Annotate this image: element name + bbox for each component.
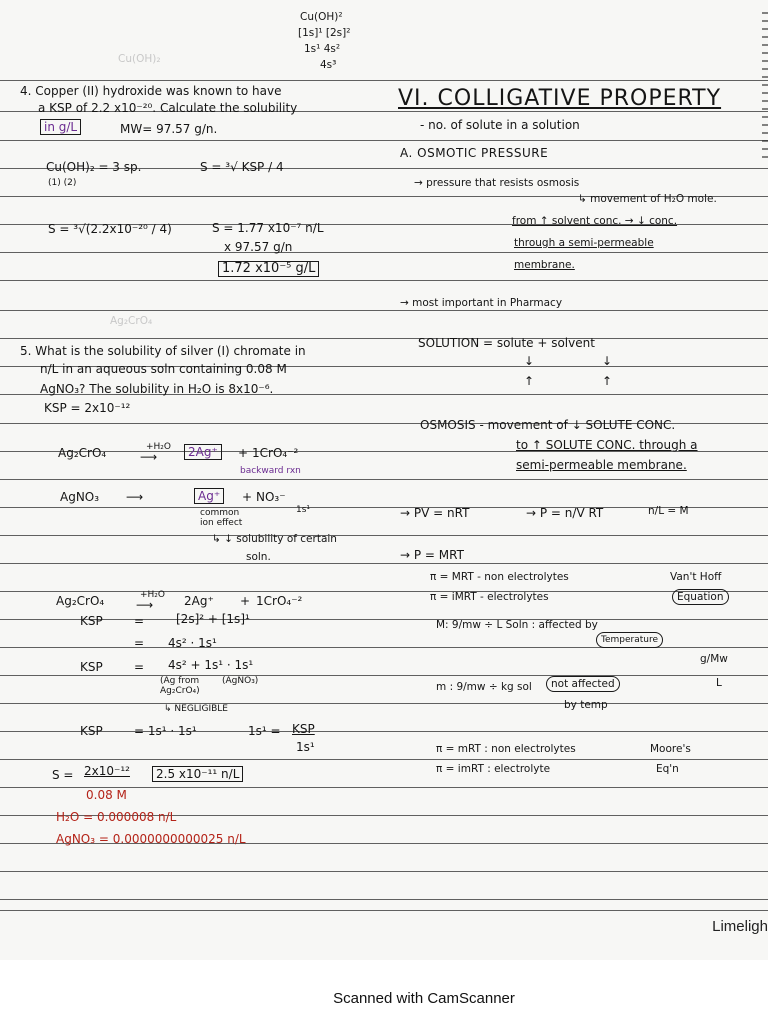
p4-result-mol: S = 1.77 x10⁻⁷ n/L <box>212 221 324 235</box>
ruled-line <box>0 535 768 536</box>
molarity-line: M: 9/mw ÷ L Soln : affected by <box>436 619 598 631</box>
r2-note: soln. <box>246 551 271 563</box>
ruled-line <box>0 280 768 281</box>
solution-line: SOLUTION = solute + solvent <box>418 336 595 350</box>
ruled-line <box>0 338 768 339</box>
pressure-line: π = MRT - non electrolytes <box>430 571 569 583</box>
r1-arrow-label: +H₂O <box>146 442 172 452</box>
r3-arrow-label: +H₂O <box>140 590 166 600</box>
ruled-line <box>0 80 768 81</box>
right-line: ↳ movement of H₂O mole. <box>578 193 717 205</box>
ruled-line <box>0 140 768 141</box>
ruled-line <box>0 310 768 311</box>
p4-dissociation-sub: (1) (2) <box>48 178 77 188</box>
r3-line5-rhs: 1s¹ = <box>248 724 281 738</box>
r3-line2: 4s² · 1s¹ <box>168 636 217 650</box>
p4-mw: MW= 97.57 g/n. <box>120 122 218 136</box>
r1-reactant: Ag₂CrO₄ <box>58 446 107 460</box>
r3-ksp-label: KSP <box>80 724 103 738</box>
final-answer-box: 2.5 x10⁻¹¹ n/L <box>152 766 243 782</box>
p4-dissociation: Cu(OH)₂ = 3 sp. <box>46 160 142 174</box>
ruled-line <box>0 703 768 704</box>
r2-note: ion effect <box>200 518 243 528</box>
vant-hoff-label: Van't Hoff <box>670 571 722 583</box>
ruled-line <box>0 899 768 900</box>
right-line: from ↑ solvent conc. → ↓ conc. <box>512 215 678 227</box>
top-note: 4s³ <box>320 59 337 71</box>
final-agno3: AgNO₃ = 0.0000000000025 n/L <box>56 832 246 846</box>
side-note: g/Mw <box>700 653 728 665</box>
r2-reactant: AgNO₃ <box>60 490 100 504</box>
moore-line: π = imRT : electrolyte <box>436 763 551 775</box>
r3-line5: = 1s¹ · 1s¹ <box>134 724 197 738</box>
section-title: VI. COLLIGATIVE PROPERTY <box>398 86 722 111</box>
p4-times-mw: x 97.57 g/n <box>224 240 293 254</box>
p5-ksp: KSP = 2x10⁻¹² <box>44 401 131 415</box>
osmosis-line: semi-permeable membrane. <box>516 458 687 472</box>
r3-line3: 4s² + 1s¹ · 1s¹ <box>168 658 254 672</box>
moore-line: π = mRT : non electrolytes <box>436 743 576 755</box>
pressure-line: π = iMRT - electrolytes <box>430 591 549 603</box>
r2-plus: + <box>242 490 253 504</box>
osmosis-line: OSMOSIS - movement of ↓ SOLUTE CONC. <box>420 418 676 432</box>
r3-reactant: Ag₂CrO₄ <box>56 594 105 608</box>
ruled-line <box>0 619 768 620</box>
r2-arrow: ⟶ <box>126 490 144 504</box>
r2-note: ↳ ↓ solubility of certain <box>212 533 337 545</box>
p5-question-line: n/L in an aqueous soln containing 0.08 M <box>40 362 287 376</box>
ruled-line <box>0 479 768 480</box>
p4-question-line: 4. Copper (II) hydroxide was known to have <box>20 84 282 98</box>
ghost-text: Ag₂CrO₄ <box>110 315 153 327</box>
temperature-label: Temperature <box>596 632 663 648</box>
r1-plus: + <box>238 446 249 460</box>
equation-label: Equation <box>672 589 729 605</box>
final-s: S = <box>52 768 74 782</box>
final-numerator: 2x10⁻¹² <box>84 764 130 778</box>
right-line: membrane. <box>514 259 575 271</box>
scanner-watermark: Scanned with CamScanner <box>333 990 515 1007</box>
r3-ksp-label: KSP <box>80 660 103 674</box>
r3-product-ag: 2Ag⁺ <box>184 594 214 608</box>
p4-question-line: a KSP of 2.2 x10⁻²⁰. Calculate the solubility <box>38 101 298 115</box>
ruled-line <box>0 252 768 253</box>
final-h2o: H₂O = 0.000008 n/L <box>56 810 177 824</box>
ruled-line <box>0 871 768 872</box>
r3-ksp-label: KSP <box>80 614 103 628</box>
right-line: - no. of solute in a solution <box>420 118 580 132</box>
r1-product-ag: 2Ag⁺ <box>184 444 222 460</box>
right-line: → most important in Pharmacy <box>400 297 563 309</box>
right-line: through a semi-permeable <box>514 237 654 249</box>
top-note: Cu(OH)² <box>300 11 343 23</box>
right-line: → pressure that resists osmosis <box>414 177 580 189</box>
r2-note: common <box>200 508 240 518</box>
ruled-line <box>0 759 768 760</box>
r1-arrow: ⟶ <box>140 450 158 464</box>
r3-plus: + <box>240 594 251 608</box>
top-note: [1s]¹ [2s]² <box>298 27 351 39</box>
r3-note: Ag₂CrO₄) <box>160 686 200 696</box>
osmosis-line: to ↑ SOLUTE CONC. through a <box>516 438 698 452</box>
r3-negligible: ↳ NEGLIGIBLE <box>164 704 228 714</box>
r3-note: (Ag from <box>160 676 200 686</box>
p4-formula: S = ³√ KSP / 4 <box>200 160 284 174</box>
pv-line: → P = n/V RT <box>526 506 604 520</box>
pv-line: → PV = nRT <box>400 506 470 520</box>
r1-note: backward rxn <box>240 466 301 476</box>
r3-equals: = <box>134 636 145 650</box>
solution-arrow: ↑ <box>602 374 613 388</box>
ruled-line <box>0 731 768 732</box>
r1-product-cro4: 1CrO₄⁻² <box>252 446 299 460</box>
r3-equals: = <box>134 660 145 674</box>
r2-sub: 1s¹ <box>296 505 311 515</box>
p5-question-line: 5. What is the solubility of silver (I) chromate in <box>20 344 306 358</box>
r3-equals: = <box>134 614 145 628</box>
pressure-line: → P = MRT <box>400 548 464 562</box>
r2-product-no3: NO₃⁻ <box>256 490 286 504</box>
r2-product-ag: Ag⁺ <box>194 488 224 504</box>
final-denominator: 0.08 M <box>86 788 127 802</box>
eqn-label: Eq'n <box>656 763 679 775</box>
p4-answer-box: 1.72 x10⁻⁵ g/L <box>218 261 319 277</box>
p5-question-line: AgNO₃? The solubility in H₂O is 8x10⁻⁶. <box>40 382 274 396</box>
molality-line: m : 9/mw ÷ kg sol <box>436 681 532 693</box>
by-temp-label: by temp <box>564 699 608 711</box>
ghost-text: Cu(OH)₂ <box>118 53 161 65</box>
r3-line1: [2s]² + [1s]¹ <box>176 612 250 626</box>
ruled-line <box>0 910 768 911</box>
r3-ksp-numerator: KSP <box>292 722 315 736</box>
solution-arrow: ↓ <box>602 354 613 368</box>
r3-arrow: ⟶ <box>136 598 154 612</box>
r3-product-cro4: 1CrO₄⁻² <box>256 594 303 608</box>
top-note: 1s¹ 4s² <box>304 43 341 55</box>
notebook-brand: Limeligh <box>712 918 768 935</box>
p4-unit-box: in g/L <box>40 119 81 135</box>
ruled-line <box>0 563 768 564</box>
moore-label: Moore's <box>650 743 691 755</box>
r3-note: (AgNO₃) <box>222 676 259 686</box>
not-affected-label: not affected <box>546 676 620 692</box>
ruled-line <box>0 675 768 676</box>
p4-substitution: S = ³√(2.2x10⁻²⁰ / 4) <box>48 222 172 236</box>
side-note: L <box>716 677 722 689</box>
subsection-title: A. OSMOTIC PRESSURE <box>400 146 549 160</box>
r3-ksp-denominator: 1s¹ <box>296 740 315 754</box>
solution-arrow: ↓ <box>524 354 535 368</box>
solution-arrow: ↑ <box>524 374 535 388</box>
ruled-line <box>0 591 768 592</box>
pv-line: n/L = M <box>648 505 689 517</box>
